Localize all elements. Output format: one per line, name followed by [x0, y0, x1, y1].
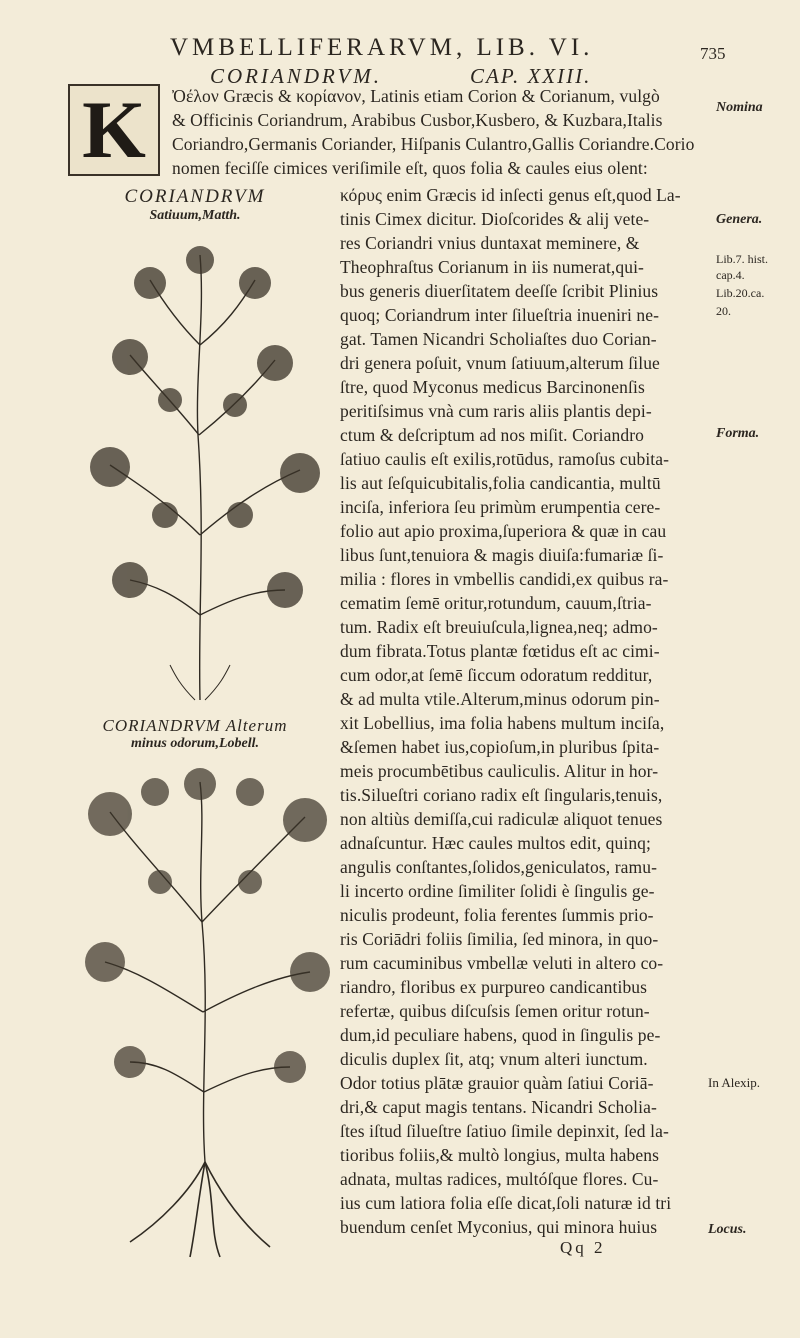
margin-note-nomina: Nomina	[716, 100, 763, 115]
text-line: cematim ſemē oritur,rotundum, cauum,ſtria-	[340, 593, 652, 613]
margin-note-genera: Genera.	[716, 212, 763, 227]
figure-caption-2	[70, 716, 320, 752]
text-line: gat. Tamen Nicandri Scholiaſtes duo Corian-	[340, 329, 657, 349]
text-line: niculis prodeunt, folia ferentes ſummis prio-	[340, 905, 654, 925]
text-line: ctum & deſcriptum ad nos miſit. Coriandro	[340, 425, 644, 445]
text-line: ius cum latiora folia eſſe dicat,ſoli naturæ id tri	[340, 1193, 672, 1213]
text-line: inciſa, inferiora ſeu primùm erumpentia cere-	[340, 497, 661, 517]
chapter-label: CAP. XXIII.	[470, 64, 592, 88]
text-line: folio aut apio proxima,ſuperiora & quæ in cau	[340, 521, 667, 541]
text-line: &ſemen habet ius,copioſum,in pluribus ſpita-	[340, 737, 660, 757]
text-line: ris Coriādri foliis ſimilia, ſed minora, in quo-	[340, 929, 659, 949]
text-line: li incerto ordine ſimiliter ſolidi è ſingulis ge-	[340, 881, 655, 901]
margin-ref: 20.	[716, 304, 731, 318]
text-line: tum. Radix eſt breuiuſcula,lignea,neq; admo-	[340, 617, 658, 637]
text-line: ſtre, quod Myconus medicus Barcinonenſis	[340, 377, 645, 397]
text-line: diculis duplex ſit, atq; vnum alteri iunctum.	[340, 1049, 648, 1069]
text-line: libus ſunt,tenuiora & magis diuiſa:fumariæ ſi-	[340, 545, 664, 565]
coriander-alterum-illustration	[70, 762, 340, 1262]
margin-note-locus: Locus.	[708, 1222, 747, 1237]
text-line: milia : flores in vmbellis candidi,ex quibus ra-	[340, 569, 669, 589]
text-line: peritiſsimus vnà cum raris aliis plantis depi-	[340, 401, 652, 421]
text-line: & ad multa vtile.Alterum,minus odorum pin-	[340, 689, 660, 709]
text-line: meis procumbētibus cauliculis. Alitur in hor-	[340, 761, 659, 781]
text-line: dri,& caput magis tentans. Nicandri Scholia-	[340, 1097, 657, 1117]
text-line: bus generis diuerſitatem deeſſe ſcribit Plinius	[340, 281, 659, 301]
text-line: non altiùs demiſſa,cui radiculæ aliquot tenues	[340, 809, 663, 829]
text-line: tis.Silueſtri coriano radix eſt ſingularis,tenuis,	[340, 785, 663, 805]
page-number: 735	[700, 44, 726, 63]
text-line: cum odor,at ſemē ſiccum odoratum redditur,	[340, 665, 653, 685]
running-head: VMBELLIFERARVM, LIB. VI.	[170, 34, 594, 61]
text-line: lis aut ſeſquicubitalis,folia candicantia, multū	[340, 473, 661, 493]
text-line: rum cacuminibus vmbellæ veluti in altero co-	[340, 953, 664, 973]
text-line: adnata, multas radices, multóſque flores. Cu-	[340, 1169, 659, 1189]
text-line: Odor totius plātæ grauior quàm ſatiui Coriā-	[340, 1073, 654, 1093]
initial-letter: K	[82, 84, 146, 175]
text-line: dum fibrata.Totus plantæ fœtidus eſt ac cimi-	[340, 641, 660, 661]
caption-title: CORIANDRVM	[124, 186, 266, 207]
signature-mark: Qq 2	[560, 1238, 606, 1257]
text-line: tinis Cimex dicitur. Dioſcorides & alij vete-	[340, 209, 650, 229]
text-line: res Coriandri vnius duntaxat meminere, &	[340, 233, 640, 253]
caption-subtitle: minus odorum,Lobell.	[131, 736, 259, 751]
text-line: angulis conſtantes,ſolidos,geniculatos, ramu-	[340, 857, 658, 877]
text-line: dri genera poſuit, vnum ſatiuum,alterum ſilue	[340, 353, 660, 373]
margin-ref-alexip: In Alexip.	[708, 1075, 760, 1090]
text-line: κόρυς enim Græcis id inſecti genus eſt,quod La-	[340, 185, 681, 205]
text-line: buendum cenſet Myconius, qui minora huius	[340, 1217, 658, 1237]
text-line: dum,id peculiare habens, quod in ſingulis pe-	[340, 1025, 661, 1045]
margin-note-forma: Forma.	[716, 426, 760, 441]
text-line: refertæ, quibus diſcuſsis ſemen oritur rotun-	[340, 1001, 650, 1021]
decorated-initial	[68, 84, 160, 176]
text-line: quoq; Coriandrum inter ſilueſtria inueniri ne-	[340, 305, 660, 325]
text-line: Theophraſtus Corianum in iis numerat,qui-	[340, 257, 644, 277]
margin-ref: cap.4.	[716, 268, 745, 282]
caption-subtitle: Satiuum,Matth.	[149, 208, 241, 223]
text-line: ſatiuo caulis eſt exilis,rotūdus, ramoſus cubita-	[340, 449, 670, 469]
margin-ref: Lib.7. hist.	[716, 252, 769, 266]
chapter-title: CORIANDRVM.	[210, 64, 383, 88]
text-line: ſtes iſtud ſilueſtre ſatiuo ſimile depinxit, ſed la-	[340, 1121, 669, 1141]
text-line: Ὀέλον Græcis & κορίανον, Latinis etiam Corion & Corianum, vulgò	[172, 86, 660, 106]
caption-title: CORIANDRVM Alterum	[102, 716, 288, 735]
text-line: nomen feciſſe cimices veriſimile eſt, quos folia & caules eius olent:	[172, 158, 648, 178]
text-line: adnaſcuntur. Hæc caules multos edit, quinq;	[340, 833, 651, 853]
figure-caption-1	[80, 186, 310, 224]
margin-ref: Lib.20.ca.	[716, 286, 765, 300]
text-line: Coriandro,Germanis Coriander, Hiſpanis Culantro,Gallis Coriandre.Corio	[172, 134, 695, 154]
text-line: riandro, floribus ex purpureo candicantibus	[340, 977, 648, 997]
coriander-sativum-illustration	[70, 235, 340, 705]
text-line: & Officinis Coriandrum, Arabibus Cusbor,Kusbero, & Kuzbara,Italis	[172, 110, 663, 130]
text-line: tioribus foliis,& multò longius, multa habens	[340, 1145, 660, 1165]
text-line: xit Lobellius, ima folia habens multum inciſa,	[340, 713, 665, 733]
